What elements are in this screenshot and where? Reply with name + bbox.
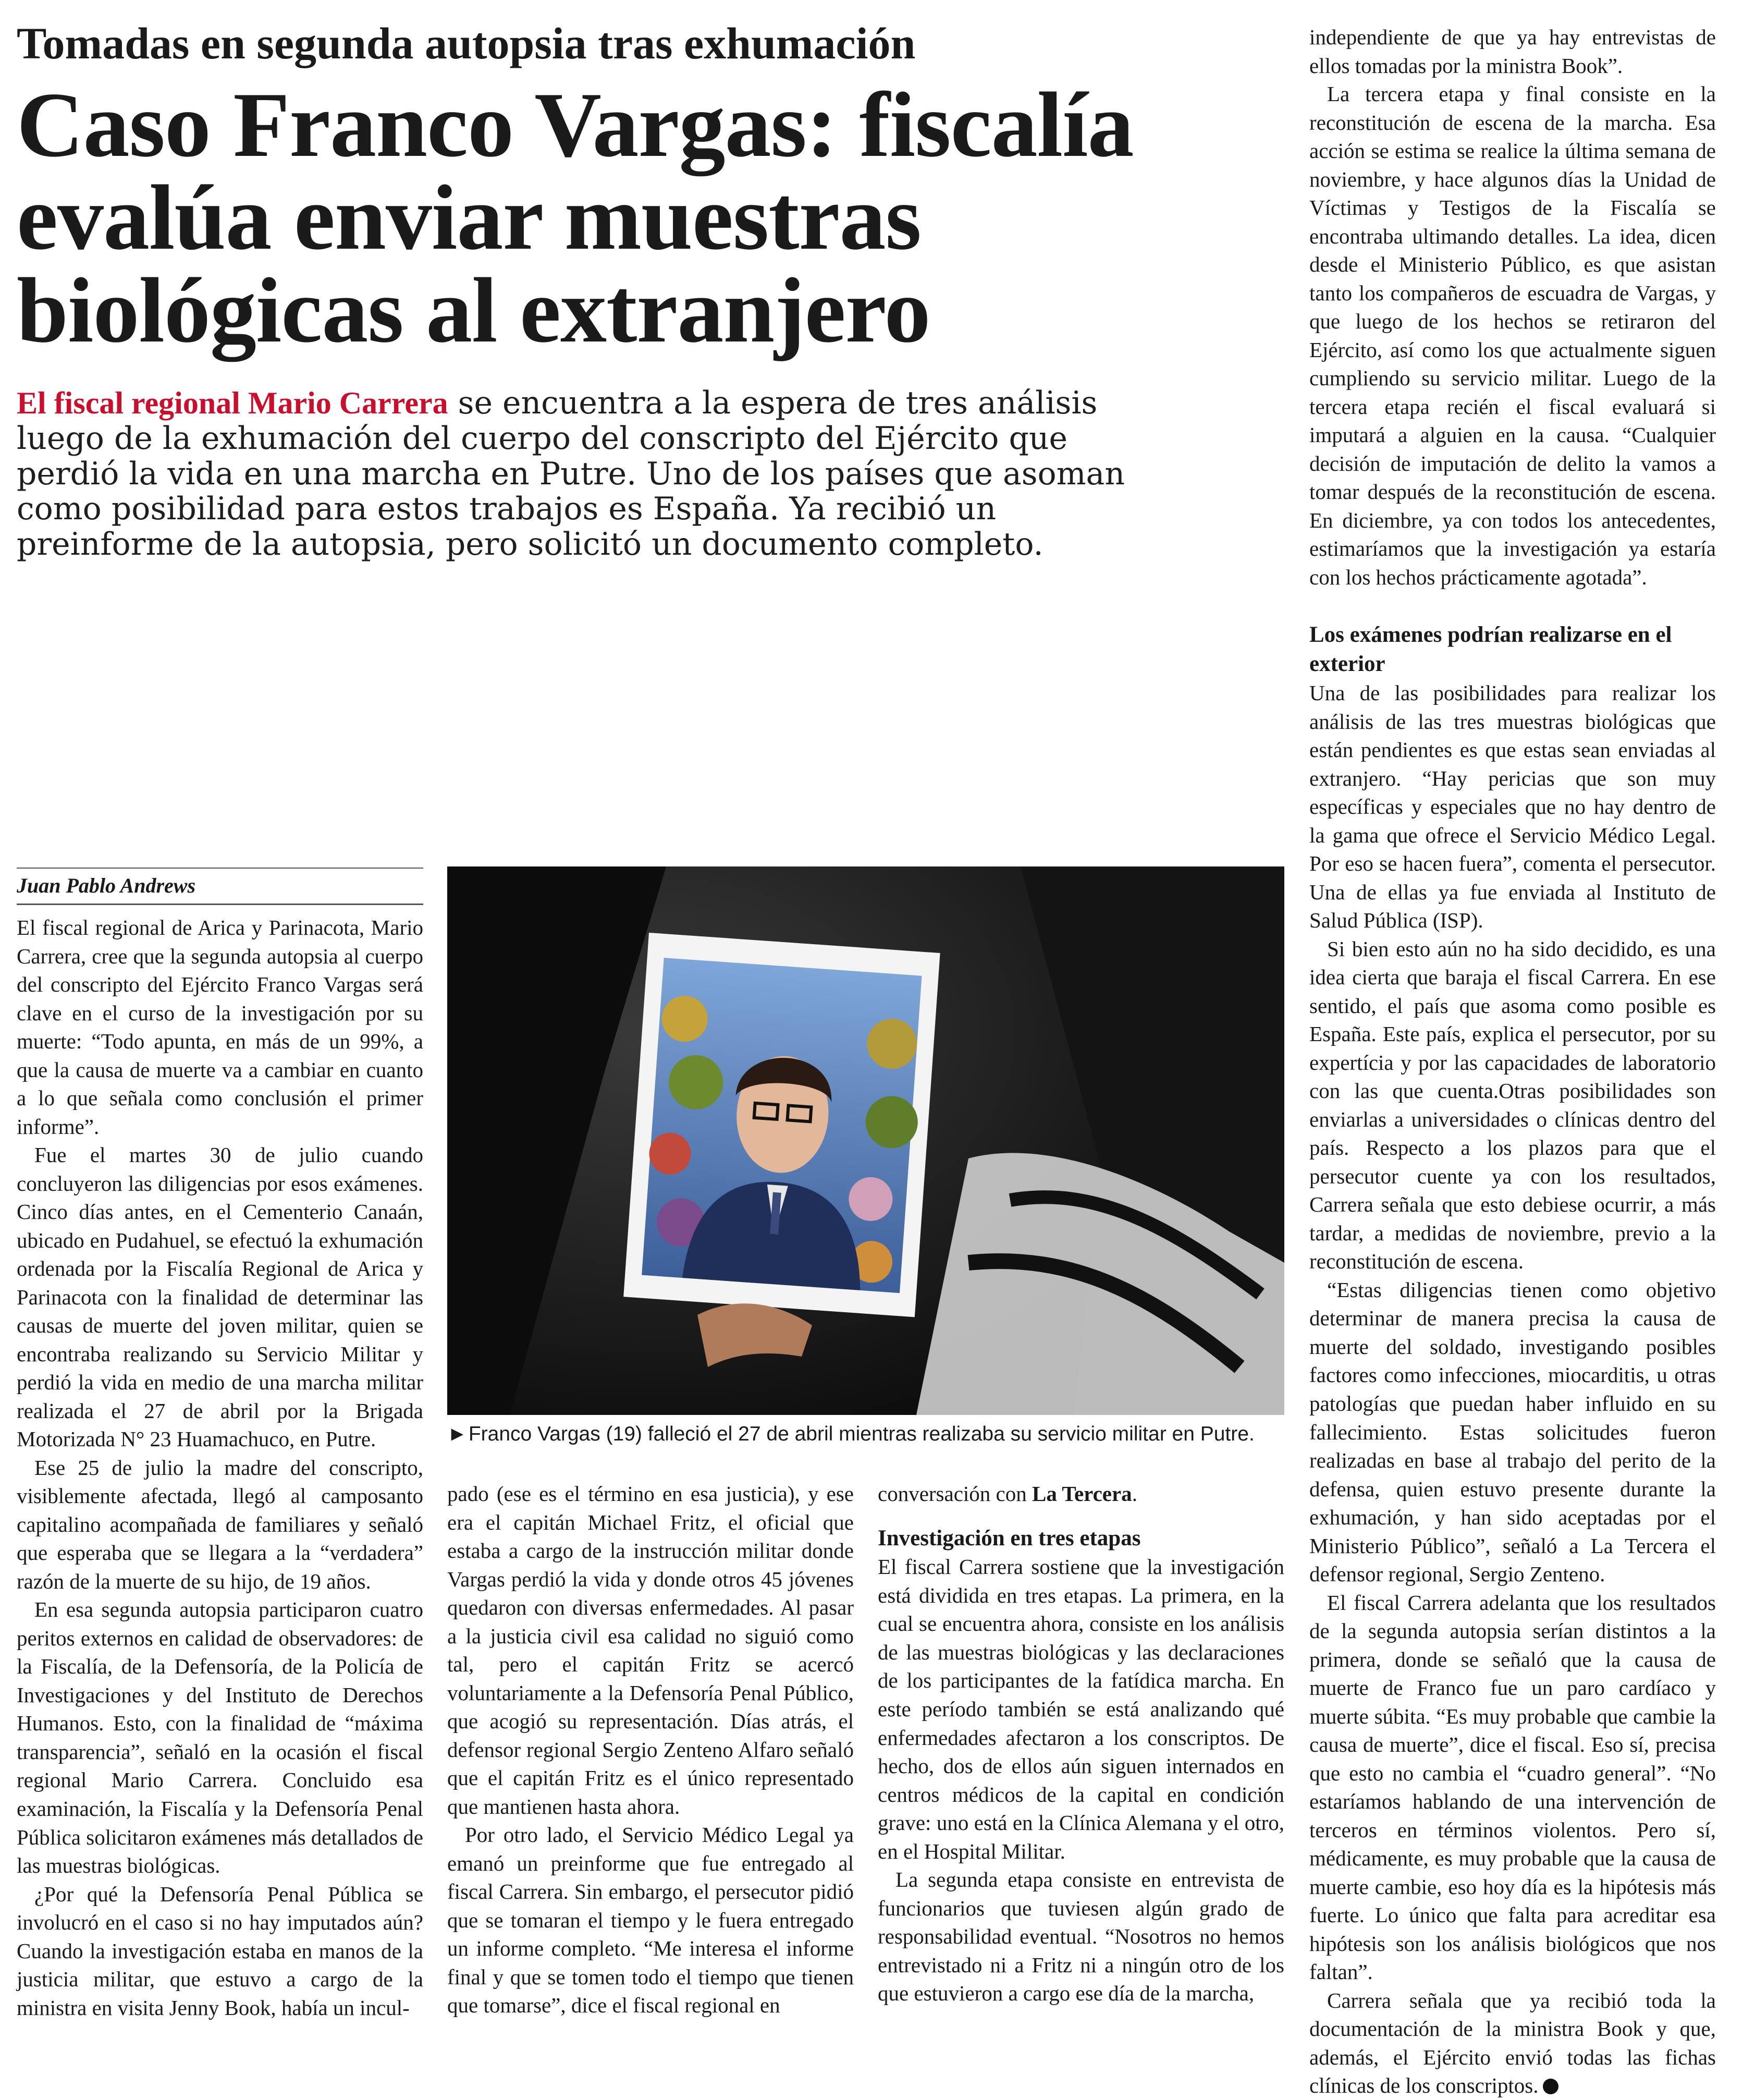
subheading: Los exámenes podrían realizarse en el exterior xyxy=(1309,622,1672,677)
subheading: Investigación en tres etapas xyxy=(878,1525,1141,1550)
article-headline xyxy=(17,73,1278,362)
paragraph: El fiscal Carrera adelanta que los resultados de la segunda autopsia serían distintos a la primera, donde se señaló que la causa de muerte de Franco fue un paro cardíaco y muerte súbita. “Es muy probable que cambie la causa de muerte”, dice el fiscal. Eso sí, precisa que esto no cambia el “cuadro general”. “No estaríamos hablando de una intervención de terceros en términos violentos. Pero sí, médicamente, es muy probable que la causa de muerte cambie, eso hoy día es la hipótesis más fuerte. Lo único que falta para acreditar esa hipótesis son los análisis biológicos que nos faltan”. xyxy=(1309,1590,1716,1984)
article-deck xyxy=(17,386,1179,563)
caption-marker: ► xyxy=(447,1423,468,1445)
paragraph: El fiscal regional de Arica y Parinacota, Mario Carrera, cree que la segunda autopsia al cuerpo del conscripto del Ejército Franco Vargas será clave en el curso de la investigación por su muerte: “Todo apunta, en más de un 99%, a que la causa de muerte va a cambiar en cuanto a lo que señala como conclusión el primer informe”. xyxy=(17,915,423,1139)
paragraph: En esa segunda autopsia participaron cuatro peritos externos en calidad de observadores: de la Fiscalía, de la Defensoría, de la Policía de Investigaciones y del Instituto de Derechos Humanos. Esto, con la finalidad de “máxima transparencia”, señaló en la ocasión el fiscal regional Mario Carrera. Concluido esa examinación, la Fiscalía y la Defensoría Penal Pública solicitaron exámenes más detallados de las muestras biológicas. xyxy=(17,1597,423,1878)
paragraph: pado (ese es el término en esa justicia), y ese era el capitán Michael Fritz, el oficial que estaba a cargo de la instrucción militar donde Vargas perdió la vida y donde otros 45 jóvenes quedaron con diversas enfermedades. Al pasar a la justicia civil esa calidad no siguió como tal, pero el capitán Fritz se acercó voluntariamente a la Defensoría Penal Público, que acogió su representación. Días atrás, el defensor regional Sergio Zenteno Alfaro señaló que el capitán Fritz es el único representado que mantienen hasta ahora. xyxy=(447,1482,854,1818)
paragraph: “Estas diligencias tienen como objetivo determinar de manera precisa la causa de muerte del soldado, investigando posibles factores como infecciones, miocarditis, u otras patologías que puedan haber influido en su fallecimiento. Estas solicitudes fueron realizadas en base al trabajo del perito de la defensa, quien estuvo presente durante la exhumación, y han sido aceptadas por el Ministerio Público”, señaló a La Tercera el defensor regional, Sergio Zenteno. xyxy=(1309,1277,1716,1586)
paragraph: Si bien esto aún no ha sido decidido, es una idea cierta que baraja el fiscal Carrera. En ese sentido, el país que asoma como posible es España. Este país, explica el persecutor, por su expertícia y por las capacidades de laboratorio con las que cuenta.Otras posibilidades son enviarlas a universidades o clínicas dentro del país. Respecto a los plazos para que el persecutor cuente ya con los resultados, Carrera señala que esto debiese ocurrir, a más tardar, a medidas de noviembre, previo a la reconstitución de escena. xyxy=(1309,936,1716,1274)
headline-line: Caso Franco Vargas: fiscalía xyxy=(17,73,1134,176)
byline-rule-top xyxy=(17,868,423,869)
text-span: conversación con xyxy=(878,1482,1032,1506)
text-span: Carrera señala que ya recibió toda la documentación de la ministra Book y que, además, el Ejército envió todas las fichas clínicas de los conscriptos. xyxy=(1309,1988,1716,2098)
article-kicker: Tomadas en segunda autopsia tras exhumación xyxy=(17,18,916,68)
paragraph: El fiscal Carrera sostiene que la investigación está dividida en tres etapas. La primera, en la cual se encuentra ahora, consiste en los análisis de las muestras biológicas y las declaraciones de los participantes de la fatídica marcha. En este período también se está analizando qué enfermedades afectaron a los conscriptos. De hecho, dos de ellos aún siguen internados en centros médicos de la capital en condición grave: uno está en la Clínica Alemana y el otro, en el Hospital Militar. xyxy=(878,1555,1284,1863)
paragraph: Fue el martes 30 de julio cuando concluyeron las diligencias por esos exámenes. Cinco días antes, en el Cementerio Canaán, ubicado en Pudahuel, se efectuó la exhumación ordenada por la Fiscalía Regional de Arica y Parinacota con la finalidad de determinar las causas de muerte del joven militar, quien se encontraba realizando su Servicio Militar y perdió la vida en medio de una marcha militar realizada el 27 de abril por la Brigada Motorizada N° 23 Huamachuco, en Putre. xyxy=(17,1143,423,1451)
deck-lead: El fiscal regional Mario Carrera xyxy=(17,386,448,420)
paragraph: Una de las posibilidades para realizar los análisis de las tres muestras biológicas que están pendientes es que estas sean enviadas al extranjero. “Hay pericias que son muy específicas y especiales que no hay dentro de la gama que ofrece el Servicio Médico Legal. Por eso se hacen fuera”, comenta el persecutor. Una de ellas ya fue enviada al Instituto de Salud Pública (ISP). xyxy=(1309,681,1716,933)
paragraph: La tercera etapa y final consiste en la reconstitución de escena de la marcha. Esa acción se estima se realice la última semana de noviembre, y hace algunos días la Unidad de Víctimas y Testigos de la Fiscalía se encontraba ultimando detalles. La idea, dicen desde el Ministerio Público, es que asistan tanto los compañeros de escuadra de Vargas, y que luego de los hechos se retiraron del Ejército, así como los que actualmente siguen cumpliendo su servicio militar. Luego de la tercera etapa recién el fiscal evaluará si imputará a alguien en la causa. “Cualquier decisión de imputación de delito la vamos a tomar después de la reconstitución de escena. En diciembre, ya con todos los antecedentes, estimaríamos que la investigación ya estaría con los hechos prácticamente agotada”. xyxy=(1309,82,1716,589)
paragraph xyxy=(878,1480,1284,1508)
deck-text: se encuentra a la espera de tres análisis luego de la exhumación del cuerpo del conscripto del Ejército que perdió la vida en una marcha en Putre. Uno de los países que asoman como posibilidad para estos trabajos es España. Ya recibió un preinforme de la autopsia, pero solicitó un documento completo. xyxy=(17,385,1125,563)
paragraph: La segunda etapa consiste en entrevista de funcionarios que tuviesen algún grado de responsabilidad eventual. “Nosotros no hemos entrevistado ni a Fritz ni a ningún otro de los que estuvieron a cargo ese día de la marcha, xyxy=(878,1867,1284,2006)
headline-line: evalúa enviar muestras xyxy=(17,166,921,269)
publication-name: La Tercera xyxy=(1032,1482,1132,1506)
photo-caption xyxy=(447,1422,1292,1447)
text-column-2 xyxy=(447,1480,854,2020)
byline-rule-bottom xyxy=(17,904,423,905)
paragraph: Ese 25 de julio la madre del conscripto, visiblemente afectada, llegó al camposanto capitalino acompañada de familiares y señaló que esperaba que se llegara a la “verdadera” razón de la muerte de su hijo, de 19 años. xyxy=(17,1455,423,1593)
text-span: . xyxy=(1132,1482,1137,1506)
paragraph: independiente de que ya hay entrevistas de ellos tomadas por la ministra Book”. xyxy=(1309,25,1716,78)
headline-line: biológicas al extranjero xyxy=(17,259,930,362)
photo-illustration xyxy=(447,866,1284,1415)
paragraph: Por otro lado, el Servicio Médico Legal ya emanó un preinforme que fue entregado al fiscal Carrera. Sin embargo, el persecutor pidió que se tomaran el tiempo y le fuera entregado un informe completo. “Me interesa el informe final y que se tomen todo el tiempo que tienen que tomarse”, dice el fiscal regional en xyxy=(447,1823,854,2018)
text-column-4 xyxy=(1309,23,1716,2100)
end-mark-icon xyxy=(1543,2079,1558,2094)
byline: Juan Pablo Andrews xyxy=(17,874,196,897)
caption-text: Franco Vargas (19) falleció el 27 de abril mientras realizaba su servicio militar en Putre. xyxy=(468,1423,1255,1445)
paragraph xyxy=(1309,1986,1716,2100)
text-column-3 xyxy=(878,1480,1284,2008)
paragraph: ¿Por qué la Defensoría Penal Pública se involucró en el caso si no hay imputados aún? Cuando la investigación estaba en manos de la justicia militar, que estuvo a cargo de la ministra en visita Jenny Book, había un incul- xyxy=(17,1882,423,2020)
article-photo xyxy=(447,866,1284,1415)
text-column-1 xyxy=(17,913,423,2022)
